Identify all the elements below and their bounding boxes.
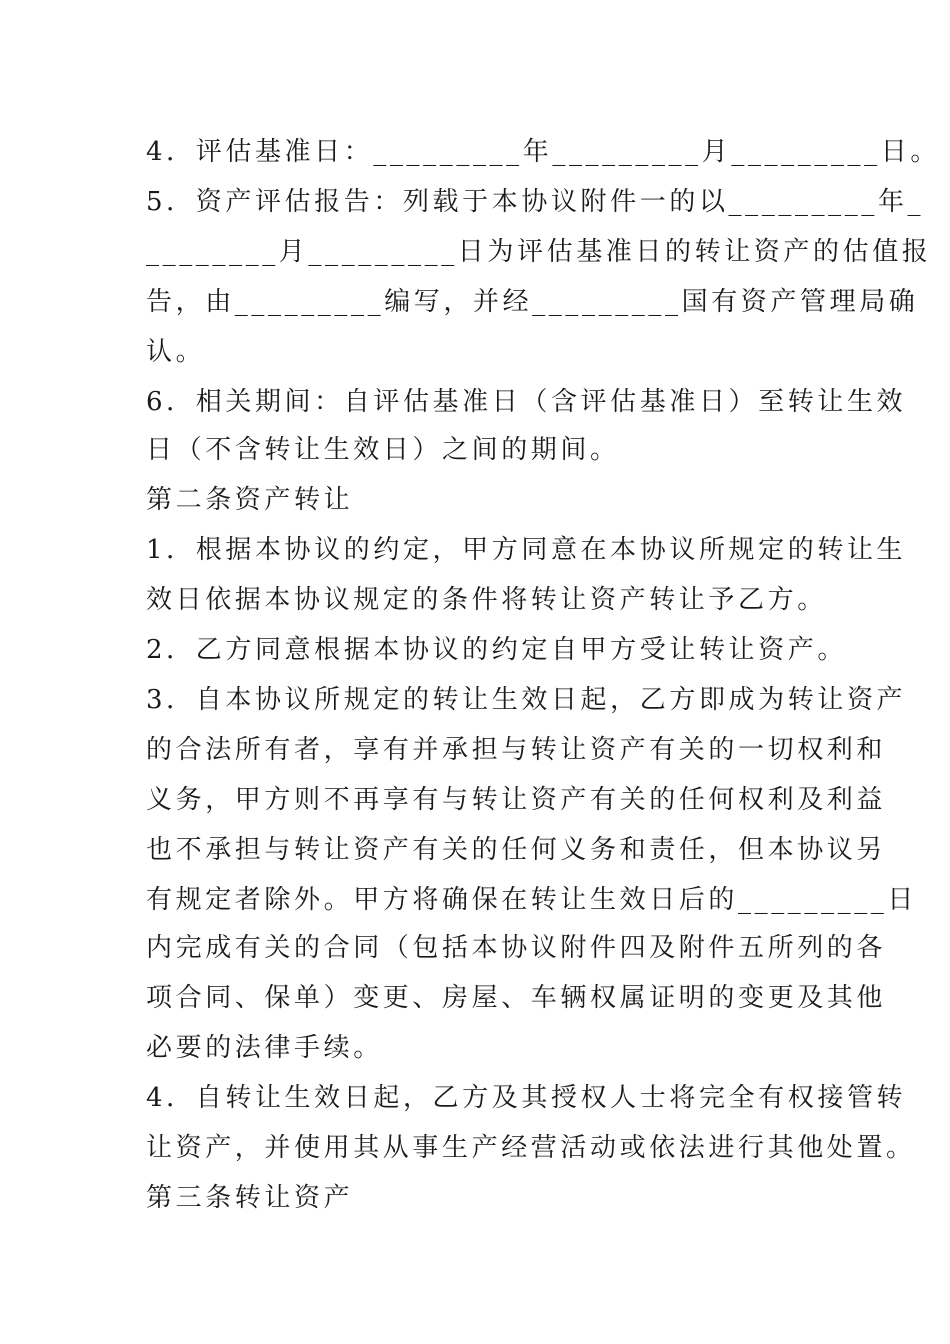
text-line: 让资产，并使用其从事生产经营活动或依法进行其他处置。 [146,1133,916,1163]
text-line: 项合同、保单）变更、房屋、车辆权属证明的变更及其他 [146,983,887,1013]
text-line: 4．自转让生效日起，乙方及其授权人士将完全有权接管转 [146,1083,907,1113]
text-line: 必要的法律手续。 [146,1033,383,1063]
text-line: 5．资产评估报告：列载于本协议附件一的以_________年_ [146,187,925,217]
text-line: 有规定者除外。甲方将确保在转让生效日后的_________日 [146,885,918,915]
text-line: 3．自本协议所规定的转让生效日起，乙方即成为转让资产 [146,685,907,715]
text-line: 1．根据本协议的约定，甲方同意在本协议所规定的转让生 [146,535,907,565]
text-line: 也不承担与转让资产有关的任何义务和责任，但本协议另 [146,835,887,865]
text-line: 日（不含转让生效日）之间的期间。 [146,435,620,465]
text-line: 4．评估基准日：_________年_________月_________日。 [146,137,940,167]
text-line: 义务，甲方则不再享有与转让资产有关的任何权利及利益 [146,785,887,815]
text-line: 认。 [146,337,206,367]
text-line: 6．相关期间：自评估基准日（含评估基准日）至转让生效 [146,387,907,417]
text-line: 的合法所有者，享有并承担与转让资产有关的一切权利和 [146,735,887,765]
section-heading: 第二条资产转让 [146,485,354,515]
text-line: 内完成有关的合同（包括本协议附件四及附件五所列的各 [146,933,887,963]
text-line: ________月_________日为评估基准日的转让资产的估值报 [146,237,932,267]
text-line: 告，由_________编写，并经_________国有资产管理局确 [146,287,919,317]
section-heading: 第三条转让资产 [146,1183,354,1213]
text-line: 效日依据本协议规定的条件将转让资产转让予乙方。 [146,585,827,615]
text-line: 2．乙方同意根据本协议的约定自甲方受让转让资产。 [146,635,847,665]
